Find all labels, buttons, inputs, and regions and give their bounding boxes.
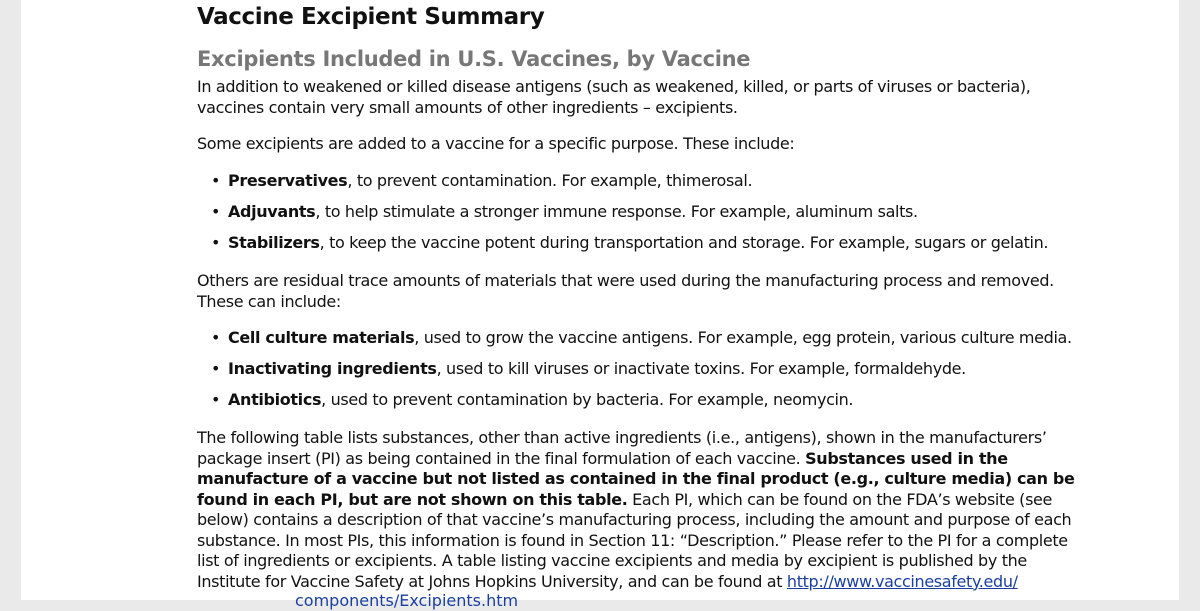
document-page	[21, 0, 1179, 610]
table-description-text: The following table lists substances, other than active ingredients (i.e., antigens), shown in the manufacturers’ package insert (PI) as being contained in the final formulation of each vaccine.	[197, 428, 1047, 468]
bullet-icon: •	[211, 390, 221, 409]
bullet-icon: •	[211, 233, 221, 252]
list-item	[211, 233, 1048, 264]
list-item-text: , used to grow the vaccine antigens. For example, egg protein, various culture media.	[414, 328, 1072, 347]
bullet-icon: •	[211, 328, 221, 347]
table-description-text-continued: Each PI, which can be found on the FDA’s website (see below) contains a description of that vaccine’s manufacturing process, including the amount and purpose of each substance. In most PIs, this information is found in Section 11: “Description.” Please refer to the PI for a complete list of ingredients or excipients. A table listing vaccine excipients and media by excipient is published by the Institute for Vaccine Safety at Johns Hopkins University, and can be found at	[197, 489, 1072, 591]
list-item-term: Antibiotics	[228, 390, 322, 409]
bullet-icon: •	[211, 202, 221, 221]
list-item	[211, 328, 1072, 359]
bullet-icon: •	[211, 171, 221, 190]
vaccine-safety-link[interactable]: http://www.vaccinesafety.edu/	[786, 571, 1018, 591]
list-item-text: , used to prevent contamination by bacteria. For example, neomycin.	[321, 390, 854, 409]
list-item-text: , to keep the vaccine potent during transportation and storage. For example, sugars or gelatin.	[319, 233, 1049, 252]
bullet-icon: •	[211, 359, 221, 378]
list-item	[211, 202, 1048, 233]
list-item-text: , to help stimulate a stronger immune response. For example, aluminum salts.	[315, 202, 918, 221]
list-item-term: Adjuvants	[228, 202, 316, 221]
list-item-term: Cell culture materials	[228, 328, 415, 347]
list-item	[211, 171, 1048, 202]
list-item-term: Stabilizers	[228, 233, 320, 252]
purpose-intro-paragraph: Some excipients are added to a vaccine for a specific purpose. These include:	[197, 134, 795, 153]
list-item-term: Inactivating ingredients	[228, 359, 437, 378]
list-item-term: Preservatives	[228, 171, 348, 190]
page-subtitle: Excipients Included in U.S. Vaccines, by Vaccine	[197, 47, 751, 71]
list-item	[211, 359, 1072, 390]
purpose-list	[211, 171, 1048, 264]
table-description-bold-note: Substances used in the manufacture of a vaccine but not listed as contained in the final product (e.g., culture media) can be found in each PI, but are not shown on this table.	[197, 448, 1075, 509]
residual-list	[211, 328, 1072, 421]
intro-paragraph: In addition to weakened or killed disease antigens (such as weakened, killed, or parts of viruses or bacteria), vaccines contain very small amounts of other ingredients – excipients.	[197, 77, 1031, 117]
vaccine-safety-link-continued[interactable]: components/Excipients.htm	[295, 591, 519, 610]
table-description-paragraph	[197, 428, 1077, 592]
page-title: Vaccine Excipient Summary	[197, 4, 545, 30]
list-item-text: , to prevent contamination. For example, thimerosal.	[347, 171, 753, 190]
residual-intro-paragraph: Others are residual trace amounts of materials that were used during the manufacturing process and removed. These can include:	[197, 271, 1054, 311]
list-item-text: , used to kill viruses or inactivate toxins. For example, formaldehyde.	[436, 359, 966, 378]
list-item	[211, 390, 1072, 421]
